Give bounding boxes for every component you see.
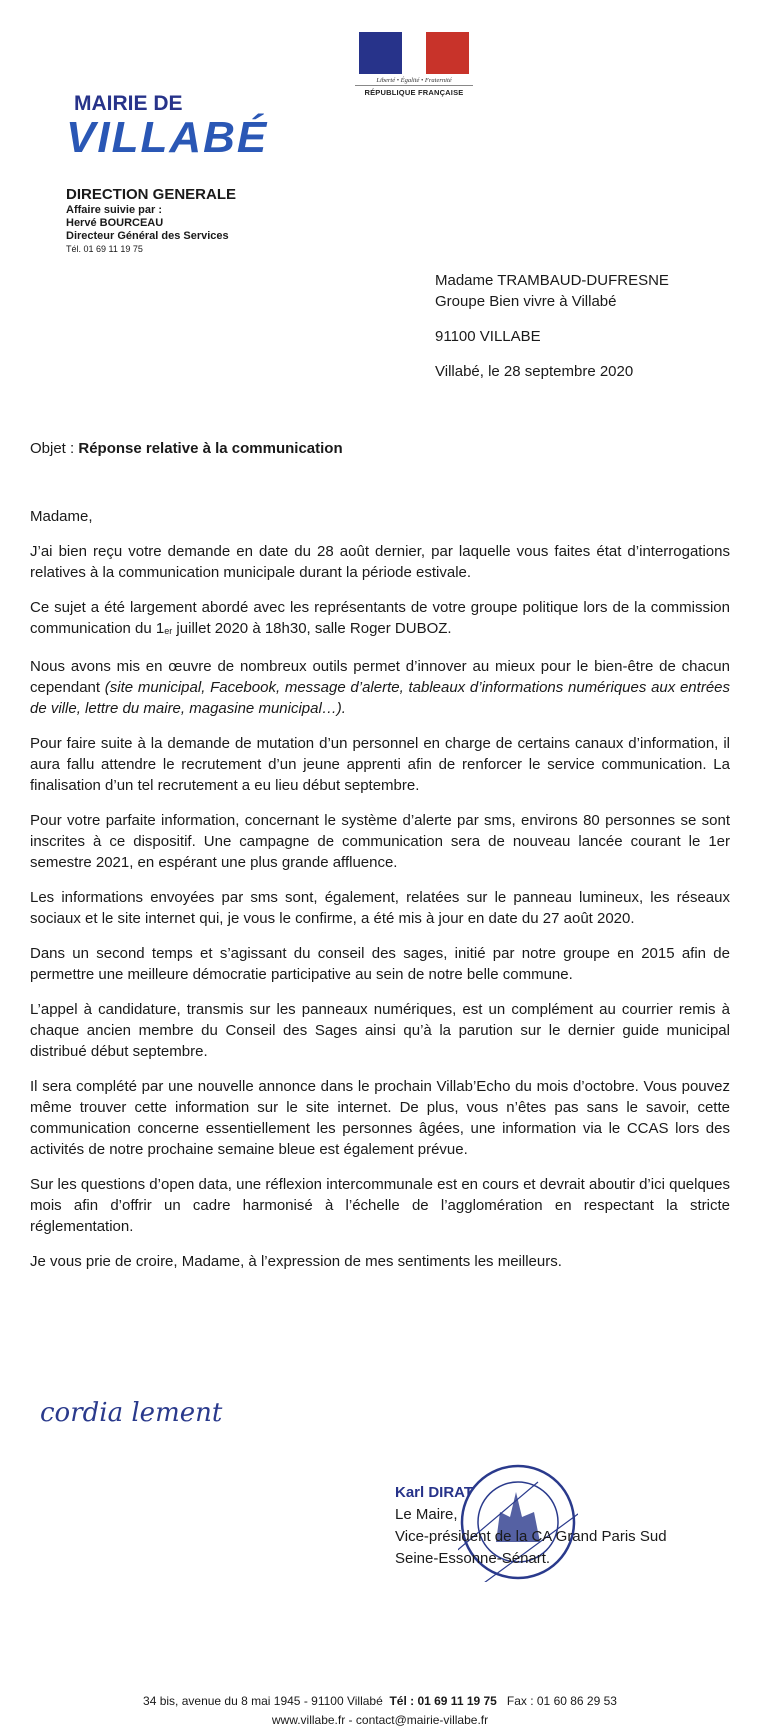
signer-name: Karl DIRAT <box>395 1484 474 1501</box>
sender-role: Directeur Général des Services <box>66 230 229 242</box>
salutation: Madame, <box>30 508 93 525</box>
republique-francaise-logo <box>355 32 473 97</box>
footer-website-link[interactable]: www.villabe.fr - <box>271 1713 353 1727</box>
marianne-flag-icon <box>359 32 469 74</box>
republique-name: RÉPUBLIQUE FRANÇAISE <box>364 88 464 97</box>
paragraph <box>30 597 730 642</box>
footer-fax: Fax : 01 60 86 29 53 <box>506 1694 617 1708</box>
paragraph: Pour faire suite à la demande de mutation d’un personnel en charge de certains canaux d’information, il aura fallu attendre le recrutement d’un jeune apprenti afin de renforcer le service communication. La finalisation d’un tel recrutement a eu lieu début septembre. <box>30 735 730 794</box>
paragraph: Dans un second temps et s’agissant du conseil des sages, initié par notre groupe en 2015 afin de permettre une meilleure démocratie participative au sein de notre belle commune. <box>30 945 730 983</box>
recipient-group: Groupe Bien vivre à Villabé <box>435 293 617 310</box>
subject-label: Objet : <box>30 440 79 457</box>
recipient-name: Madame TRAMBAUD-DUFRESNE <box>435 272 669 289</box>
footer-tel: Tél : 01 69 11 19 75 <box>389 1694 497 1708</box>
logo-line1: MAIRIE DE <box>74 92 183 115</box>
paragraph: L’appel à candidature, transmis sur les panneaux numériques, est un complément au courrier remis à chaque ancien membre du Conseil des Sages ainsi qu’à la parution sur le dernier guide municipal distribué début septembre. <box>30 1001 730 1060</box>
paragraph-italic: (site municipal, Facebook, message d’alerte, tableaux d’informations numériques aux entrées de ville, lettre du maire, magasine municipal…). <box>30 679 730 717</box>
affaire-label: Affaire suivie par : <box>66 204 162 216</box>
subject-text: Réponse relative à la communication <box>78 440 343 457</box>
handwritten-note: cordia lement <box>40 1398 223 1428</box>
signature-block <box>395 1482 667 1570</box>
paragraph: Pour votre parfaite information, concernant le système d’alerte par sms, environs 80 personnes se sont inscrites à ce dispositif. Une campagne de communication sera de nouveau lancée courant le 1er semestre 2021, en espérant une plus grande affluence. <box>30 812 730 871</box>
paragraph: Il sera complété par une nouvelle annonce dans le prochain Villab’Echo du mois d’octobre. Vous pouvez même trouver cette information sur le site internet. De plus, vous n’êtes pas sans le savoir, cette communication concerne essentiellement les personnes âgées, une information via le CCAS lors des activités de notre prochaine semaine bleue est également prévue. <box>30 1078 730 1158</box>
paragraph <box>30 656 730 719</box>
paragraph-text: Ce sujet a été largement abordé avec les représentants de votre groupe politique lors de la commission communication du 1 <box>30 599 730 637</box>
sender-name: Hervé BOURCEAU <box>66 217 164 229</box>
subject-line <box>30 440 343 457</box>
sender-tel: Tél. 01 69 11 19 75 <box>66 244 143 254</box>
paragraph-text: juillet 2020 à 18h30, salle Roger DUBOZ. <box>172 620 452 637</box>
letter-body <box>30 506 730 1286</box>
sender-block <box>66 186 236 256</box>
paragraph-text: Nous avons mis en œuvre de nombreux outils permet d’innover au mieux pour le bien-être de chacun cependant <box>30 658 730 696</box>
closing: Je vous prie de croire, Madame, à l’expression de mes sentiments les meilleurs. <box>30 1253 562 1270</box>
signer-role: Seine-Essonne-Sénart. <box>395 1550 551 1567</box>
paragraph: Les informations envoyées par sms sont, également, relatées sur le panneau lumineux, les réseaux sociaux et le site internet qui, je vous le confirme, a été mis à jour en date du 27 août 2020. <box>30 889 730 927</box>
service-title: DIRECTION GENERALE <box>66 186 237 203</box>
footer-address: 34 bis, avenue du 8 mai 1945 - 91100 Villabé <box>143 1694 383 1708</box>
paragraph: Sur les questions d’open data, une réflexion intercommunale est en cours et devrait aboutir d’ici quelques mois afin d’offrir un cadre harmonisé à l’échelle de l’agglomération en respectant la stricte réglementation. <box>30 1176 730 1235</box>
paragraph: J’ai bien reçu votre demande en date du 28 août dernier, par laquelle vous faites état d’interrogations relatives à la communication municipale durant la période estivale. <box>30 543 730 581</box>
ordinal-suffix: er <box>164 626 173 636</box>
logo-line2: VILLABÉ <box>66 113 269 162</box>
republique-motto: Liberté • Égalité • Fraternité <box>355 77 473 86</box>
recipient-block <box>435 270 669 382</box>
footer <box>0 1692 760 1730</box>
letter-date: Villabé, le 28 septembre 2020 <box>435 363 634 380</box>
mairie-logo <box>66 92 269 162</box>
signer-role: Vice-président de la CA Grand Paris Sud <box>395 1528 667 1545</box>
signer-title: Le Maire, <box>395 1506 458 1523</box>
recipient-city: 91100 VILLABE <box>435 328 541 345</box>
footer-email-link[interactable]: contact@mairie-villabe.fr <box>355 1713 489 1727</box>
